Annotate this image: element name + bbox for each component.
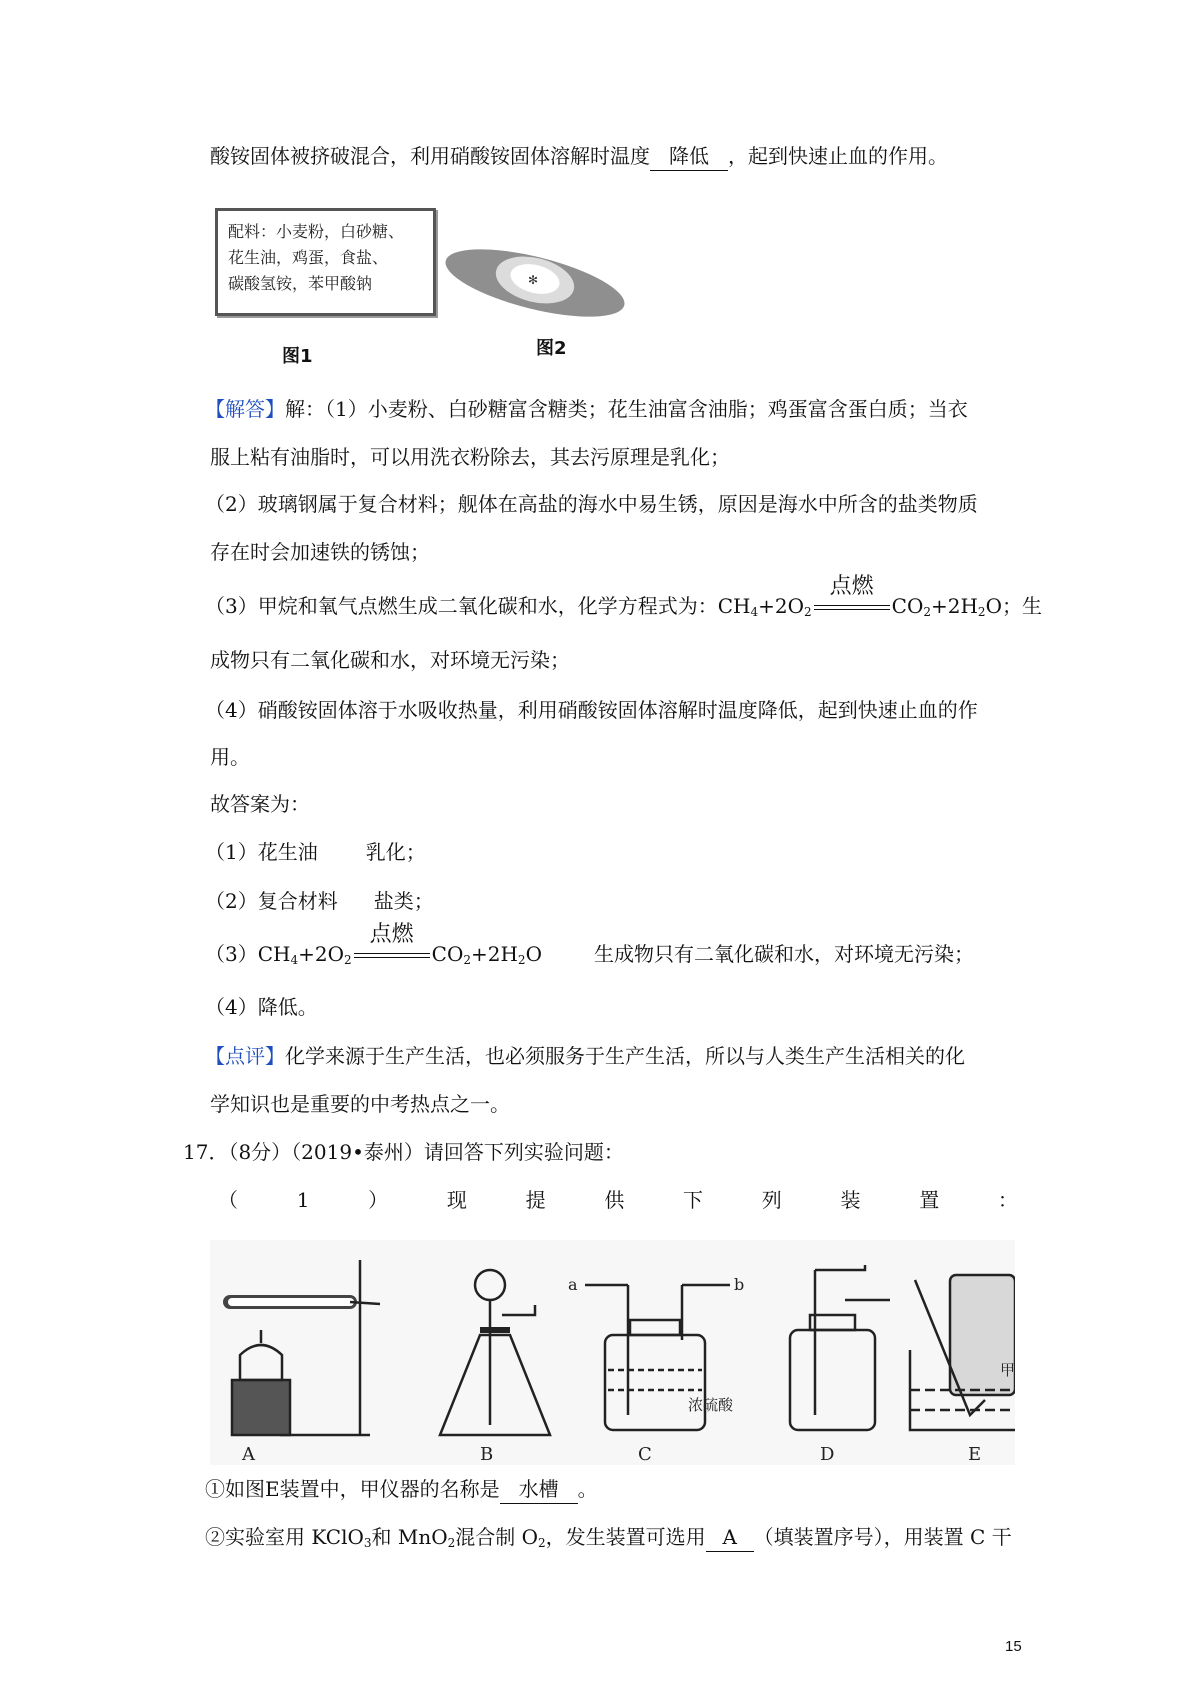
answer-blank: A bbox=[706, 1523, 754, 1552]
summary-line: （2）复合材料 盐类； bbox=[205, 889, 434, 913]
apparatus-label-c: C bbox=[638, 1444, 652, 1465]
equation-line: （3）甲烷和氧气点燃生成二氧化碳和水，化学方程式为：$CH_4+2O_2$ 点燃 $CO_2+2H_2O$；生 bbox=[205, 574, 1042, 619]
question-header: 17．（8分）（2019•泰州）请回答下列实验问题： bbox=[183, 1140, 624, 1164]
ingredient-line: 花生油，鸡蛋，食盐、 bbox=[228, 248, 389, 267]
figure-1 bbox=[215, 208, 436, 316]
liquid-label: 浓硫酸 bbox=[688, 1396, 734, 1414]
trough-label: 甲 bbox=[1000, 1361, 1015, 1379]
answer-tag: 【解答】 bbox=[205, 397, 285, 421]
summary-line: （1）花生油 乳化； bbox=[205, 840, 426, 864]
comment-line: 学知识也是重要的中考热点之一。 bbox=[210, 1092, 510, 1116]
comment-tag: 【点评】 bbox=[205, 1044, 285, 1068]
figure-2 bbox=[440, 228, 630, 338]
question-line: ②实验室用 KClO$_3$和 MnO$_2$混合制 $O_2$，发生装置可选用 A （填装置序号），用装置 C 干 bbox=[205, 1525, 1012, 1550]
answer-line: （4）硝酸铵固体溶于水吸收热量，利用硝酸铵固体溶解时温度降低，起到快速止血的作 bbox=[205, 698, 978, 722]
answer-line: 用。 bbox=[210, 745, 250, 769]
figure-1-caption: 图1 bbox=[282, 346, 313, 367]
ingredient-line: 配料：小麦粉，白砂糖、 bbox=[228, 222, 405, 241]
svg-text:✻: ✻ bbox=[528, 273, 539, 287]
port-label-b: b bbox=[734, 1275, 745, 1294]
ingredient-line: 碳酸氢铵，苯甲酸钠 bbox=[228, 274, 373, 293]
answer-line: 服上粘有油脂时，可以用洗衣粉除去，其去污原理是乳化； bbox=[210, 445, 730, 469]
apparatus-label-a: A bbox=[242, 1444, 255, 1465]
answer-line: 【解答】解：（1）小麦粉、白砂糖富含糖类；花生油富含油脂；鸡蛋富含蛋白质；当衣 bbox=[205, 397, 968, 421]
comment-line: 【点评】化学来源于生产生活，也必须服务于生产生活，所以与人类生产生活相关的化 bbox=[205, 1044, 965, 1068]
answer-line: 成物只有二氧化碳和水，对环境无污染； bbox=[210, 648, 570, 672]
apparatus-figure bbox=[210, 1240, 1015, 1465]
reaction-arrow bbox=[814, 574, 890, 619]
reaction-arrow bbox=[354, 922, 430, 967]
apparatus-label-e: E bbox=[968, 1444, 982, 1465]
answer-line: 存在时会加速铁的锈蚀； bbox=[210, 540, 430, 564]
question-part-1: （ 1 ） 现 提 供 下 列 装 置 ： bbox=[218, 1188, 1018, 1212]
apparatus-label-b: B bbox=[480, 1444, 494, 1465]
question-line: ①如图E装置中，甲仪器的名称是 水槽 。 bbox=[205, 1475, 598, 1504]
reaction-condition: 点燃 bbox=[829, 574, 874, 599]
equation-line: $(3)CH_4+2O_2$ 点燃 $CO_2+2H_2O$ 生成物只有二氧化碳和水，对环境无污染； bbox=[205, 922, 974, 967]
answer-blank: 降低 bbox=[650, 142, 728, 171]
page-number: 15 bbox=[1005, 1638, 1022, 1655]
reaction-condition: 点燃 bbox=[369, 922, 414, 947]
answer-blank: 水槽 bbox=[500, 1475, 578, 1504]
summary-line: （4）降低。 bbox=[205, 995, 318, 1019]
answer-line: （2）玻璃钢属于复合材料；舰体在高盐的海水中易生锈，原因是海水中所含的盐类物质 bbox=[205, 492, 978, 516]
port-label-a: a bbox=[568, 1275, 578, 1294]
figure-2-caption: 图2 bbox=[536, 338, 567, 359]
apparatus-label-d: D bbox=[820, 1444, 835, 1465]
text-line: 酸铵固体被挤破混合，利用硝酸铵固体溶解时温度 降低 ，起到快速止血的作用。 bbox=[210, 142, 948, 171]
summary-label: 故答案为： bbox=[210, 792, 310, 816]
